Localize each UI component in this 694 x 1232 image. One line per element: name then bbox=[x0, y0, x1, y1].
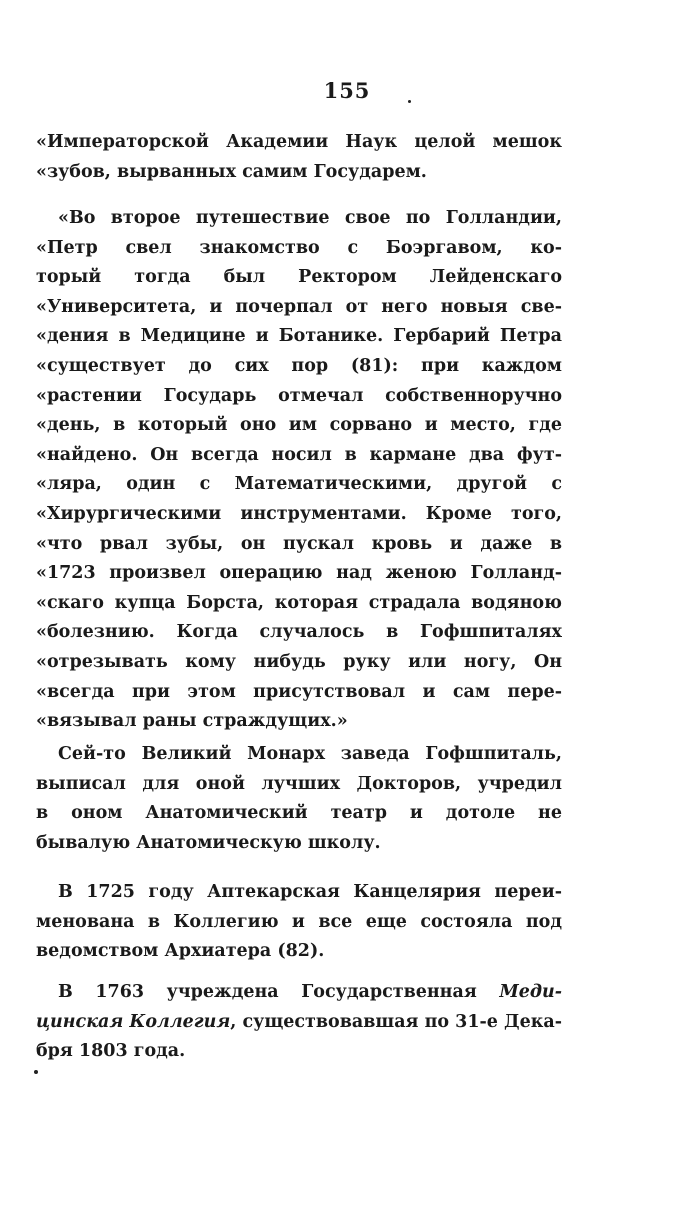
text-run: , существовавшая по 31-е Дека- bbox=[230, 1011, 562, 1032]
italic-term: цинская Коллегия bbox=[36, 1011, 231, 1032]
text-line: «дения в Медицине и Ботанике. Гербарий Петра bbox=[36, 326, 562, 347]
text-line: «Хирургическими инструментами. Кроме того, bbox=[36, 503, 562, 524]
paragraph-5 bbox=[36, 978, 562, 1067]
text-line: «существует до сих пор (81): при каждом bbox=[36, 355, 562, 376]
text-line: «растении Государь отмечал собственноручно bbox=[36, 385, 562, 406]
ink-speck bbox=[34, 1070, 38, 1074]
text-line bbox=[36, 978, 562, 1008]
italic-term: Меди- bbox=[499, 982, 562, 1002]
text-line: «вязывал раны страждущих.» bbox=[36, 711, 348, 732]
text-line: «ляра, один с Математическими, другой с bbox=[36, 474, 562, 495]
text-line bbox=[36, 1008, 562, 1038]
text-line: «зубов, вырванных самим Государем. bbox=[36, 161, 427, 182]
text-line: менована в Коллегию и все еще состояла под bbox=[36, 911, 562, 932]
paragraph-3 bbox=[36, 740, 562, 858]
text-line: «Университета, и почерпал от него новыя све- bbox=[36, 296, 562, 317]
text-line: Сей-то Великий Монарх заведа Гофшпиталь, bbox=[58, 744, 562, 764]
text-line: В 1725 году Аптекарская Канцелярия переи- bbox=[58, 882, 562, 902]
text-line: «всегда при этом присутствовал и сам пере- bbox=[36, 681, 562, 702]
text-line: ведомством Архиатера (82). bbox=[36, 941, 325, 962]
text-line: «Во второе путешествие свое по Голландии, bbox=[58, 208, 562, 228]
text-line: «день, в который оно им сорвано и место, где bbox=[36, 415, 562, 436]
paragraph-1 bbox=[36, 128, 562, 187]
paragraph-2 bbox=[36, 204, 562, 737]
text-line: «отрезывать кому нибудь руку или ногу, Он bbox=[36, 651, 562, 672]
page-number: 155 bbox=[323, 78, 371, 103]
text-line: «1723 произвел операцию над женою Голланд- bbox=[36, 563, 562, 584]
text-line: бывалую Анатомическую школу. bbox=[36, 832, 381, 853]
text-line: «болезнию. Когда случалось в Гофшпиталях bbox=[36, 622, 562, 643]
text-line: в оном Анатомический театр и дотоле не bbox=[36, 803, 562, 824]
paragraph-4 bbox=[36, 878, 562, 967]
text-line: «Императорской Академии Наук целой мешок bbox=[36, 132, 562, 152]
text-line: торый тогда был Ректором Лейденскаго bbox=[36, 267, 562, 288]
text-line: «что рвал зубы, он пускал кровь и даже в bbox=[36, 533, 562, 554]
text-line: «скаго купца Борста, которая страдала водяною bbox=[36, 592, 562, 613]
text-line: «Петр свел знакомство с Боэргавом, ко- bbox=[36, 237, 562, 258]
text-line: «найдено. Он всегда носил в кармане два фут- bbox=[36, 444, 562, 465]
text-line: бря 1803 года. bbox=[36, 1041, 186, 1062]
text-line: выписал для оной лучших Докторов, учредил bbox=[36, 773, 562, 794]
text-run: В 1763 учреждена Государственная bbox=[58, 982, 500, 1002]
